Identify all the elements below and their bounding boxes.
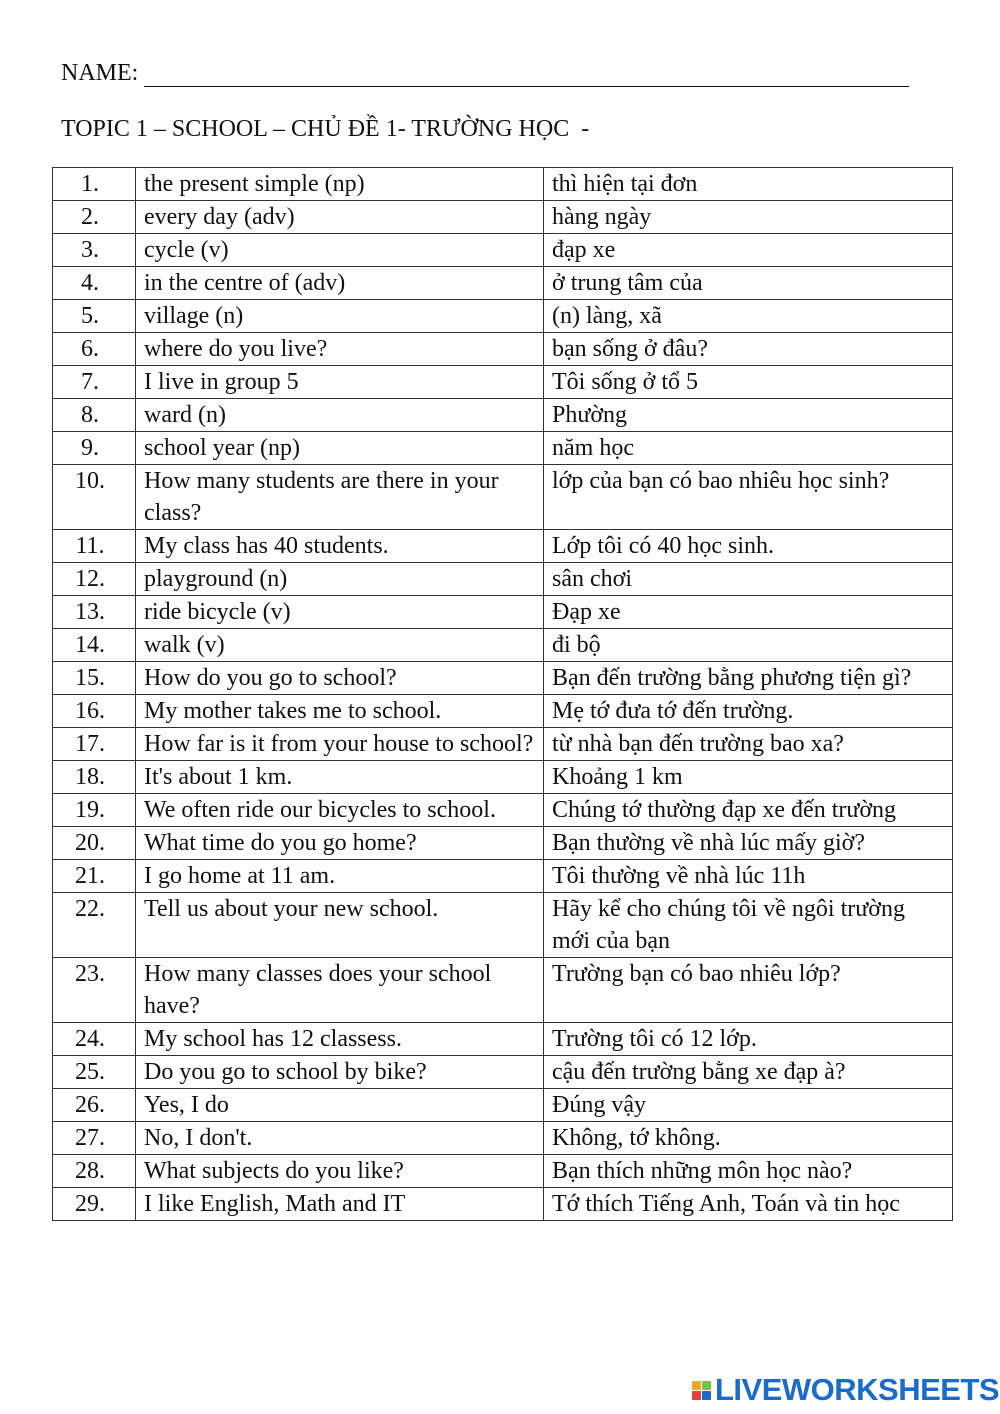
row-number: 24. [53,1023,136,1056]
vietnamese-meaning: Phường [544,399,953,432]
english-term: Yes, I do [136,1089,544,1122]
table-row [53,728,953,761]
name-blank[interactable] [144,60,909,87]
vietnamese-meaning: bạn sống ở đâu? [544,333,953,366]
table-row [53,761,953,794]
english-term: I like English, Math and IT [136,1188,544,1221]
vietnamese-meaning: Lớp tôi có 40 học sinh. [544,530,953,563]
table-row [53,695,953,728]
vietnamese-meaning: Bạn thường về nhà lúc mấy giờ? [544,827,953,860]
english-term: My school has 12 classess. [136,1023,544,1056]
english-term: cycle (v) [136,234,544,267]
vietnamese-meaning: Hãy kể cho chúng tôi về ngôi trường mới của bạn [544,893,953,958]
row-number: 26. [53,1089,136,1122]
vietnamese-meaning: Trường tôi có 12 lớp. [544,1023,953,1056]
english-term: every day (adv) [136,201,544,234]
english-term: I go home at 11 am. [136,860,544,893]
row-number: 19. [53,794,136,827]
table-row [53,234,953,267]
english-term: school year (np) [136,432,544,465]
topic-title: TOPIC 1 – SCHOOL – CHỦ ĐỀ 1- TRƯỜNG HỌC - [61,116,590,142]
row-number: 6. [53,333,136,366]
table-row [53,366,953,399]
vocabulary-table [52,167,953,1221]
english-term: where do you live? [136,333,544,366]
table-row [53,1089,953,1122]
english-term: How do you go to school? [136,662,544,695]
brand-name: LIVEWORKSHEETS [715,1372,1000,1407]
table-row [53,1188,953,1221]
row-number: 23. [53,958,136,1023]
vietnamese-meaning: (n) làng, xã [544,300,953,333]
name-label: NAME: [61,60,139,86]
row-number: 17. [53,728,136,761]
name-line [61,60,909,87]
vietnamese-meaning: hàng ngày [544,201,953,234]
table-row [53,432,953,465]
row-number: 3. [53,234,136,267]
row-number: 16. [53,695,136,728]
english-term: How many students are there in your class? [136,465,544,530]
table-row [53,300,953,333]
english-term: village (n) [136,300,544,333]
row-number: 10. [53,465,136,530]
english-term: the present simple (np) [136,168,544,201]
english-term: walk (v) [136,629,544,662]
table-row [53,465,953,530]
vietnamese-meaning: Mẹ tớ đưa tớ đến trường. [544,695,953,728]
english-term: Tell us about your new school. [136,893,544,958]
vietnamese-meaning: Tôi sống ở tổ 5 [544,366,953,399]
vietnamese-meaning: lớp của bạn có bao nhiêu học sinh? [544,465,953,530]
logo-mark-icon [692,1381,711,1400]
english-term: What time do you go home? [136,827,544,860]
row-number: 5. [53,300,136,333]
row-number: 11. [53,530,136,563]
vietnamese-meaning: đi bộ [544,629,953,662]
row-number: 9. [53,432,136,465]
row-number: 28. [53,1155,136,1188]
vietnamese-meaning: Tôi thường về nhà lúc 11h [544,860,953,893]
row-number: 14. [53,629,136,662]
table-row [53,827,953,860]
table-row [53,399,953,432]
table-row [53,201,953,234]
english-term: I live in group 5 [136,366,544,399]
row-number: 29. [53,1188,136,1221]
vietnamese-meaning: thì hiện tại đơn [544,168,953,201]
table-row [53,1122,953,1155]
english-term: My mother takes me to school. [136,695,544,728]
liveworksheets-logo [692,1373,999,1407]
table-row [53,333,953,366]
table-row [53,1155,953,1188]
vietnamese-meaning: Không, tớ không. [544,1122,953,1155]
english-term: How many classes does your school have? [136,958,544,1023]
row-number: 18. [53,761,136,794]
vietnamese-meaning: từ nhà bạn đến trường bao xa? [544,728,953,761]
vietnamese-meaning: ở trung tâm của [544,267,953,300]
row-number: 4. [53,267,136,300]
vietnamese-meaning: Đúng vậy [544,1089,953,1122]
table-row [53,168,953,201]
row-number: 13. [53,596,136,629]
table-row [53,662,953,695]
english-term: in the centre of (adv) [136,267,544,300]
vietnamese-meaning: Khoảng 1 km [544,761,953,794]
vietnamese-meaning: Trường bạn có bao nhiêu lớp? [544,958,953,1023]
english-term: No, I don't. [136,1122,544,1155]
table-row [53,1056,953,1089]
table-row [53,530,953,563]
vietnamese-meaning: năm học [544,432,953,465]
vietnamese-meaning: Tớ thích Tiếng Anh, Toán và tin học [544,1188,953,1221]
vietnamese-meaning: Bạn đến trường bằng phương tiện gì? [544,662,953,695]
table-row [53,629,953,662]
english-term: It's about 1 km. [136,761,544,794]
english-term: Do you go to school by bike? [136,1056,544,1089]
row-number: 1. [53,168,136,201]
english-term: What subjects do you like? [136,1155,544,1188]
english-term: playground (n) [136,563,544,596]
row-number: 22. [53,893,136,958]
vietnamese-meaning: sân chơi [544,563,953,596]
vietnamese-meaning: đạp xe [544,234,953,267]
row-number: 21. [53,860,136,893]
row-number: 25. [53,1056,136,1089]
row-number: 27. [53,1122,136,1155]
english-term: ride bicycle (v) [136,596,544,629]
vietnamese-meaning: cậu đến trường bằng xe đạp à? [544,1056,953,1089]
table-row [53,563,953,596]
table-row [53,1023,953,1056]
table-row [53,596,953,629]
vietnamese-meaning: Đạp xe [544,596,953,629]
row-number: 2. [53,201,136,234]
english-term: My class has 40 students. [136,530,544,563]
table-row [53,860,953,893]
table-row [53,267,953,300]
english-term: How far is it from your house to school? [136,728,544,761]
english-term: ward (n) [136,399,544,432]
table-row [53,893,953,958]
table-row [53,958,953,1023]
row-number: 20. [53,827,136,860]
row-number: 7. [53,366,136,399]
vietnamese-meaning: Chúng tớ thường đạp xe đến trường [544,794,953,827]
row-number: 8. [53,399,136,432]
row-number: 12. [53,563,136,596]
english-term: We often ride our bicycles to school. [136,794,544,827]
row-number: 15. [53,662,136,695]
table-row [53,794,953,827]
vietnamese-meaning: Bạn thích những môn học nào? [544,1155,953,1188]
